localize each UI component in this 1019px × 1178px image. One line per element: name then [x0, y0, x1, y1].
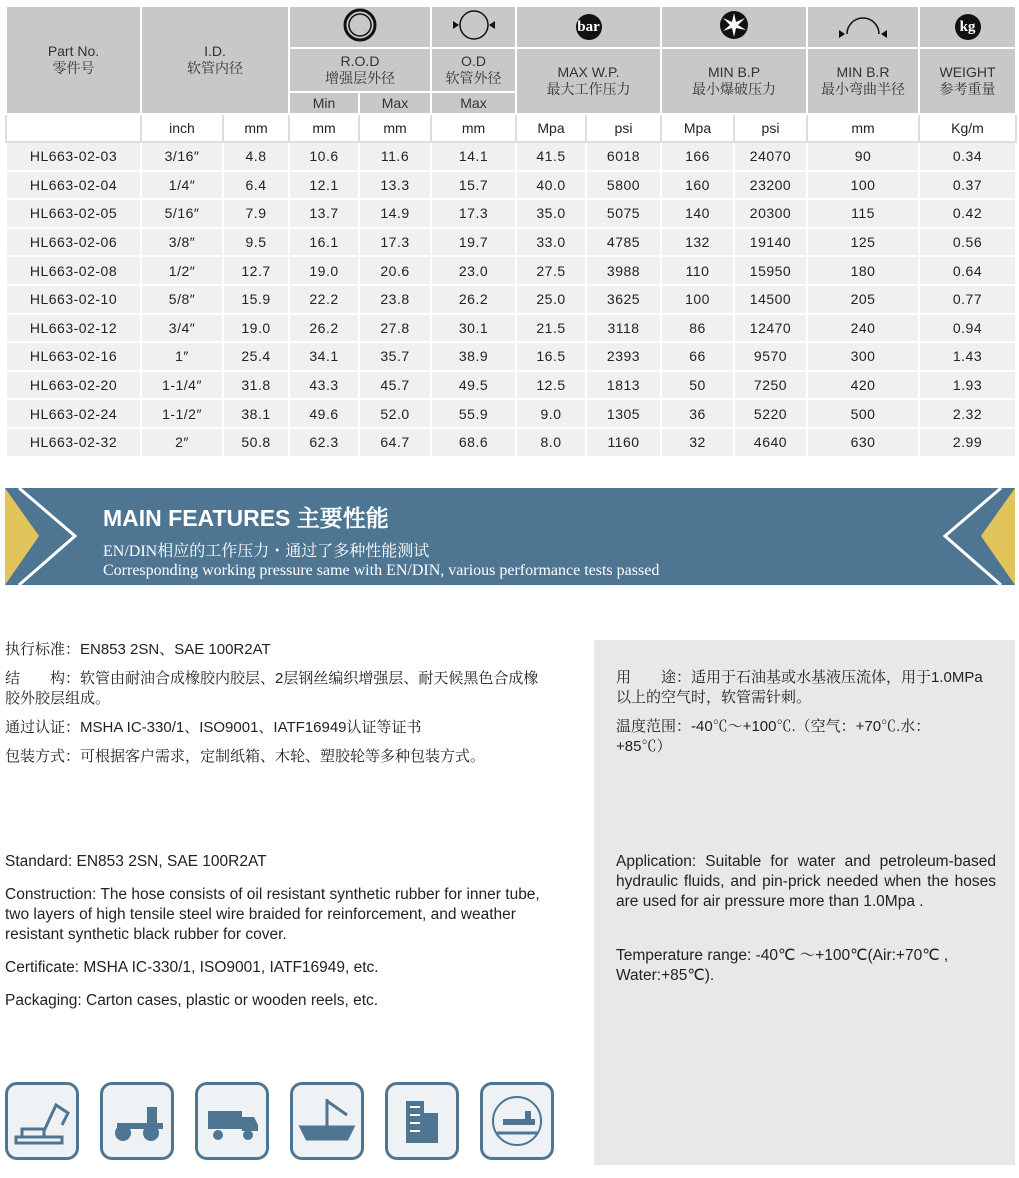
- bar-icon: bar: [516, 6, 661, 48]
- table-row: [6, 256, 1016, 285]
- table-cell: 17.3: [431, 199, 516, 228]
- table-cell: 14.1: [431, 142, 516, 171]
- table-cell: 4785: [586, 228, 661, 257]
- header-rod-max: Max: [359, 92, 431, 114]
- table-row: [6, 285, 1016, 314]
- bend-radius-icon: [807, 6, 919, 48]
- table-cell: 17.3: [359, 228, 431, 257]
- header-od-max: Max: [431, 92, 516, 114]
- en-application: Application: Suitable for water and petroleum-based hydraulic fluids, and pin-prick needed when the hoses are used for air pressure more than 1.0Mpa .: [616, 853, 996, 910]
- header-wp: MAX W.P. 最大工作压力: [516, 48, 661, 114]
- table-cell: HL663-02-03: [6, 142, 141, 171]
- units-row: [6, 114, 1016, 142]
- unit-cell: Mpa: [661, 114, 734, 142]
- table-cell: HL663-02-32: [6, 428, 141, 457]
- table-cell: 23200: [734, 171, 807, 200]
- table-cell: HL663-02-20: [6, 371, 141, 400]
- table-cell: 0.56: [919, 228, 1016, 257]
- table-cell: 22.2: [289, 285, 359, 314]
- table-cell: 43.3: [289, 371, 359, 400]
- table-row: [6, 371, 1016, 400]
- table-cell: 40.0: [516, 171, 586, 200]
- table-cell: 1160: [586, 428, 661, 457]
- table-cell: 38.9: [431, 342, 516, 371]
- table-row: [6, 342, 1016, 371]
- table-cell: 6018: [586, 142, 661, 171]
- table-cell: 1-1/2″: [141, 399, 223, 428]
- table-cell: 0.94: [919, 314, 1016, 343]
- table-cell: 16.5: [516, 342, 586, 371]
- cn-packaging: 包装方式：可根据客户需求，定制纸箱、木轮、塑胶轮等多种包装方式。: [5, 748, 486, 765]
- table-cell: 7.9: [223, 199, 289, 228]
- banner-subtitle-cn: EN/DIN相应的工作压力・通过了多种性能测试: [103, 543, 430, 560]
- table-cell: 4640: [734, 428, 807, 457]
- table-cell: 12.5: [516, 371, 586, 400]
- table-cell: 240: [807, 314, 919, 343]
- table-cell: 11.6: [359, 142, 431, 171]
- table-cell: 68.6: [431, 428, 516, 457]
- table-cell: 140: [661, 199, 734, 228]
- table-row: [6, 199, 1016, 228]
- table-cell: 14.9: [359, 199, 431, 228]
- cn-application: 用 途：适用于石油基或水基液压流体，用于1.0MPa以上的空气时，软管需针刺。: [616, 669, 983, 706]
- table-cell: 12470: [734, 314, 807, 343]
- table-cell: 19140: [734, 228, 807, 257]
- table-cell: 5800: [586, 171, 661, 200]
- table-cell: 125: [807, 228, 919, 257]
- kg-icon: kg: [919, 6, 1016, 48]
- table-cell: 49.6: [289, 399, 359, 428]
- table-cell: 3118: [586, 314, 661, 343]
- unit-cell: psi: [734, 114, 807, 142]
- table-cell: 160: [661, 171, 734, 200]
- table-cell: 0.77: [919, 285, 1016, 314]
- table-cell: 45.7: [359, 371, 431, 400]
- table-cell: 1/2″: [141, 256, 223, 285]
- table-cell: 3/8″: [141, 228, 223, 257]
- table-cell: 1″: [141, 342, 223, 371]
- table-cell: 12.7: [223, 256, 289, 285]
- table-cell: 19.0: [223, 314, 289, 343]
- table-cell: 24070: [734, 142, 807, 171]
- table-row: [6, 171, 1016, 200]
- table-cell: 10.6: [289, 142, 359, 171]
- table-cell: 5220: [734, 399, 807, 428]
- excavator-icon: [5, 1082, 79, 1160]
- table-cell: 2393: [586, 342, 661, 371]
- dump-truck-icon: [195, 1082, 269, 1160]
- en-certificate: Certificate: MSHA IC-330/1, ISO9001, IATF16949, etc.: [5, 959, 379, 976]
- table-cell: 8.0: [516, 428, 586, 457]
- cn-certificate: 通过认证：MSHA IC-330/1、ISO9001、IATF16949认证等证书: [5, 719, 422, 736]
- table-cell: 12.1: [289, 171, 359, 200]
- table-cell: 3988: [586, 256, 661, 285]
- table-cell: 166: [661, 142, 734, 171]
- main-features-banner: [5, 488, 1015, 585]
- table-cell: 15.9: [223, 285, 289, 314]
- rod-icon: [289, 6, 431, 48]
- table-cell: 3/16″: [141, 142, 223, 171]
- table-cell: HL663-02-12: [6, 314, 141, 343]
- table-cell: 5/8″: [141, 285, 223, 314]
- table-cell: 100: [661, 285, 734, 314]
- table-cell: 20.6: [359, 256, 431, 285]
- table-cell: 0.42: [919, 199, 1016, 228]
- table-cell: 66: [661, 342, 734, 371]
- table-cell: 23.0: [431, 256, 516, 285]
- header-id: I.D. 软管内径: [141, 6, 289, 114]
- table-cell: 50: [661, 371, 734, 400]
- table-cell: 26.2: [431, 285, 516, 314]
- table-cell: 1.93: [919, 371, 1016, 400]
- table-cell: 180: [807, 256, 919, 285]
- table-cell: 27.8: [359, 314, 431, 343]
- unit-cell: psi: [586, 114, 661, 142]
- table-cell: 0.64: [919, 256, 1016, 285]
- header-rod: R.O.D 增强层外径: [289, 48, 431, 92]
- en-packaging: Packaging: Carton cases, plastic or wooden reels, etc.: [5, 992, 379, 1009]
- table-cell: 7250: [734, 371, 807, 400]
- table-cell: 15950: [734, 256, 807, 285]
- table-cell: 15.7: [431, 171, 516, 200]
- cn-temperature: 温度范围：-40℃～+100℃.（空气：+70℃.水：+85℃）: [616, 718, 931, 755]
- table-cell: 110: [661, 256, 734, 285]
- table-cell: 90: [807, 142, 919, 171]
- unit-cell: Mpa: [516, 114, 586, 142]
- table-cell: 630: [807, 428, 919, 457]
- cn-standard: 执行标准：EN853 2SN、SAE 100R2AT: [5, 641, 271, 658]
- table-row: [6, 142, 1016, 171]
- table-cell: 0.34: [919, 142, 1016, 171]
- unit-cell: mm: [431, 114, 516, 142]
- table-cell: 0.37: [919, 171, 1016, 200]
- table-cell: HL663-02-06: [6, 228, 141, 257]
- unit-cell: [6, 114, 141, 142]
- unit-cell: Kg/m: [919, 114, 1016, 142]
- table-cell: 9.5: [223, 228, 289, 257]
- table-cell: 35.0: [516, 199, 586, 228]
- header-rod-min: Min: [289, 92, 359, 114]
- table-cell: 36: [661, 399, 734, 428]
- table-cell: 300: [807, 342, 919, 371]
- table-cell: 49.5: [431, 371, 516, 400]
- table-cell: 2.32: [919, 399, 1016, 428]
- unit-cell: mm: [289, 114, 359, 142]
- table-cell: 2.99: [919, 428, 1016, 457]
- table-cell: 5075: [586, 199, 661, 228]
- table-cell: 35.7: [359, 342, 431, 371]
- burst-icon: [661, 6, 807, 48]
- table-cell: 25.4: [223, 342, 289, 371]
- table-cell: 64.7: [359, 428, 431, 457]
- unit-cell: mm: [223, 114, 289, 142]
- table-cell: HL663-02-08: [6, 256, 141, 285]
- table-cell: 38.1: [223, 399, 289, 428]
- en-standard: Standard: EN853 2SN, SAE 100R2AT: [5, 853, 267, 870]
- table-cell: 1305: [586, 399, 661, 428]
- table-cell: 9570: [734, 342, 807, 371]
- table-cell: 86: [661, 314, 734, 343]
- table-cell: HL663-02-16: [6, 342, 141, 371]
- unit-cell: mm: [807, 114, 919, 142]
- loader-icon: [100, 1082, 174, 1160]
- table-cell: 500: [807, 399, 919, 428]
- application-icons: [5, 1082, 554, 1160]
- table-cell: 4.8: [223, 142, 289, 171]
- table-cell: 19.7: [431, 228, 516, 257]
- cn-construction: 结 构：软管由耐油合成橡胶内胶层、2层钢丝编织增强层、耐天候黑色合成橡胶外胶层组成。: [5, 670, 539, 707]
- table-cell: 33.0: [516, 228, 586, 257]
- table-cell: 41.5: [516, 142, 586, 171]
- spec-table: [5, 5, 1017, 458]
- unit-cell: inch: [141, 114, 223, 142]
- table-cell: 5/16″: [141, 199, 223, 228]
- table-cell: 20300: [734, 199, 807, 228]
- table-row: [6, 314, 1016, 343]
- header-weight: WEIGHT 参考重量: [919, 48, 1016, 114]
- table-cell: HL663-02-05: [6, 199, 141, 228]
- table-row: [6, 228, 1016, 257]
- table-cell: 52.0: [359, 399, 431, 428]
- table-cell: 420: [807, 371, 919, 400]
- table-row: [6, 428, 1016, 457]
- table-cell: 1813: [586, 371, 661, 400]
- header-part: Part No. 零件号: [6, 6, 141, 114]
- en-construction: Construction: The hose consists of oil resistant synthetic rubber for inner tube, two layers of high tensile steel wire braided for reinforcement, and weather resistant synthetic black rubber for cover.: [5, 886, 540, 943]
- table-cell: 31.8: [223, 371, 289, 400]
- od-icon: [431, 6, 516, 48]
- tractor-field-icon: [480, 1082, 554, 1160]
- unit-cell: mm: [359, 114, 431, 142]
- banner-title: MAIN FEATURES 主要性能: [103, 505, 389, 531]
- table-cell: 2″: [141, 428, 223, 457]
- table-cell: 1/4″: [141, 171, 223, 200]
- table-cell: 115: [807, 199, 919, 228]
- table-cell: 55.9: [431, 399, 516, 428]
- building-icon: [385, 1082, 459, 1160]
- header-od: O.D 软管外径: [431, 48, 516, 92]
- table-cell: HL663-02-10: [6, 285, 141, 314]
- table-cell: 19.0: [289, 256, 359, 285]
- table-cell: 14500: [734, 285, 807, 314]
- table-cell: 30.1: [431, 314, 516, 343]
- table-cell: 1.43: [919, 342, 1016, 371]
- table-cell: 50.8: [223, 428, 289, 457]
- table-cell: 16.1: [289, 228, 359, 257]
- table-cell: HL663-02-24: [6, 399, 141, 428]
- table-cell: 100: [807, 171, 919, 200]
- table-cell: 62.3: [289, 428, 359, 457]
- table-cell: 3/4″: [141, 314, 223, 343]
- table-cell: 26.2: [289, 314, 359, 343]
- table-cell: 13.3: [359, 171, 431, 200]
- ship-crane-icon: [290, 1082, 364, 1160]
- table-cell: 21.5: [516, 314, 586, 343]
- table-cell: 27.5: [516, 256, 586, 285]
- table-cell: 9.0: [516, 399, 586, 428]
- table-cell: 32: [661, 428, 734, 457]
- table-cell: 205: [807, 285, 919, 314]
- table-cell: 1-1/4″: [141, 371, 223, 400]
- table-cell: 132: [661, 228, 734, 257]
- table-cell: 3625: [586, 285, 661, 314]
- banner-subtitle-en: Corresponding working pressure same with EN/DIN, various performance tests passed: [103, 562, 660, 579]
- table-cell: 34.1: [289, 342, 359, 371]
- header-bp: MIN B.P 最小爆破压力: [661, 48, 807, 114]
- table-cell: HL663-02-04: [6, 171, 141, 200]
- table-row: [6, 399, 1016, 428]
- table-cell: 23.8: [359, 285, 431, 314]
- en-temperature: Temperature range: -40℃ ～+100℃(Air:+70℃ , Water:+85℃).: [616, 947, 949, 984]
- header-br: MIN B.R 最小弯曲半径: [807, 48, 919, 114]
- table-cell: 25.0: [516, 285, 586, 314]
- table-cell: 13.7: [289, 199, 359, 228]
- table-cell: 6.4: [223, 171, 289, 200]
